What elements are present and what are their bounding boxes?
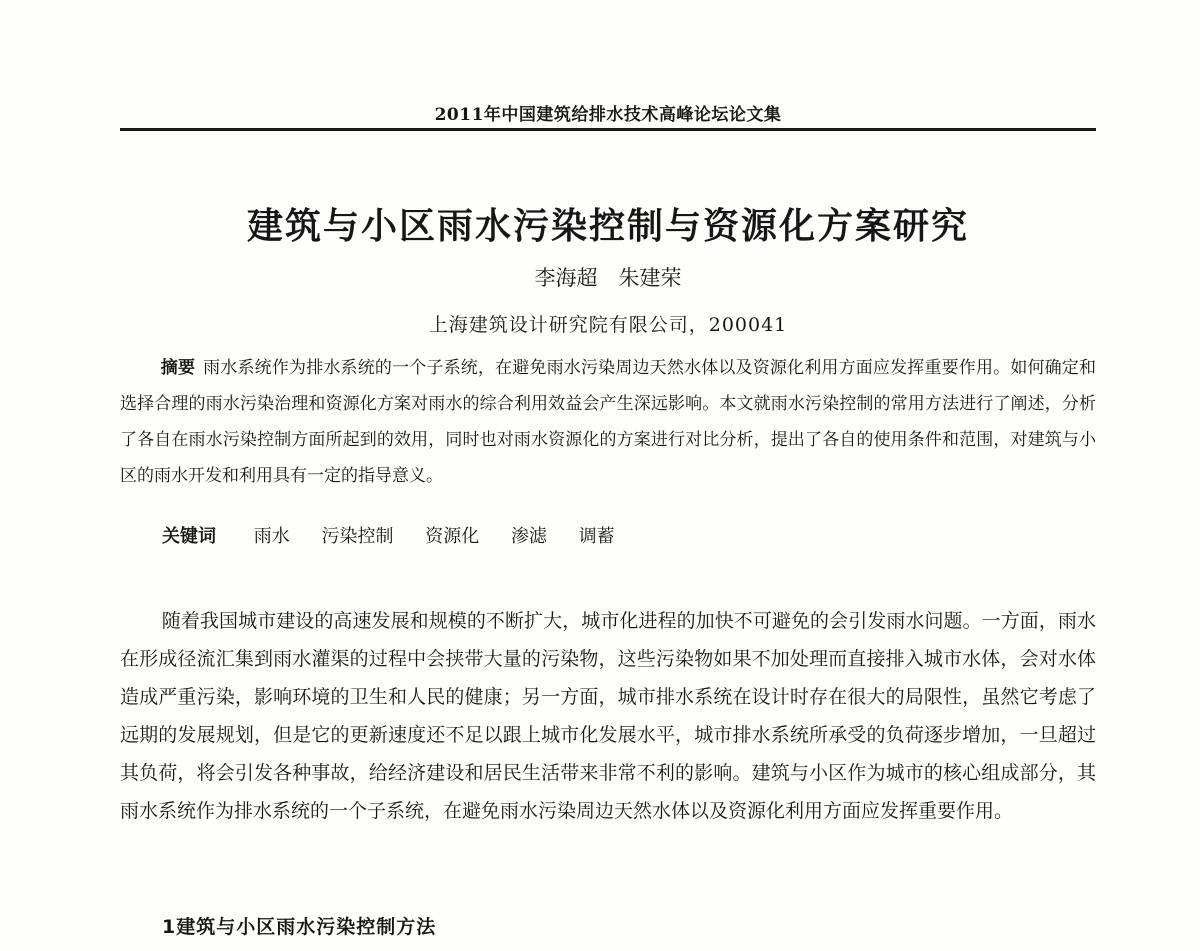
keywords-label: 关键词	[162, 526, 216, 547]
running-header: 2011年中国建筑给排水技术高峰论坛论文集	[434, 105, 782, 125]
header-rule	[120, 128, 1096, 131]
paper-authors: 李海超 朱建荣	[534, 266, 682, 290]
abstract-label: 摘要	[160, 358, 196, 378]
keyword: 雨水	[253, 526, 290, 547]
abstract-text: 雨水系统作为排水系统的一个子系统，在避免雨水污染周边天然水体以及资源化利用方面应发挥重要作用。如何确定和选择合理的雨水污染治理和资源化方案对雨水的综合利用效益会产生深远影响。本文就雨水污染控制的常用方法进行了阐述，分析了各自在雨水污染控制方面所起到的效用，同时也对雨水资源化的方案进行对比分析，提出了各自的使用条件和范围，对建筑与小区的雨水开发和利用具有一定的指导意义。	[120, 358, 1097, 486]
paper-title: 建筑与小区雨水污染控制与资源化方案研究	[246, 206, 969, 247]
paper-affiliation: 上海建筑设计研究院有限公司，200041	[428, 314, 788, 336]
abstract	[120, 350, 1096, 494]
section-heading: 1建筑与小区雨水污染控制方法	[162, 916, 437, 938]
keyword: 资源化	[425, 526, 480, 547]
intro-paragraph: 随着我国城市建设的高速发展和规模的不断扩大，城市化进程的加快不可避免的会引发雨水问题。一方面，雨水在形成径流汇集到雨水灌渠的过程中会挟带大量的污染物，这些污染物如果不加处理而直接排入城市水体，会对水体造成严重污染，影响环境的卫生和人民的健康；另一方面，城市排水系统在设计时存在很大的局限性，虽然它考虑了远期的发展规划，但是它的更新速度还不足以跟上城市化发展水平，城市排水系统所承受的负荷逐步增加，一旦超过其负荷，将会引发各种事故，给经济建设和居民生活带来非常不利的影响。建筑与小区作为城市的核心组成部分，其雨水系统作为排水系统的一个子系统，在避免雨水污染周边天然水体以及资源化利用方面应发挥重要作用。	[120, 610, 1096, 822]
keyword: 污染控制	[321, 526, 394, 547]
keyword: 渗滤	[510, 526, 547, 547]
keywords	[162, 522, 615, 548]
keyword: 调蓄	[578, 526, 615, 547]
